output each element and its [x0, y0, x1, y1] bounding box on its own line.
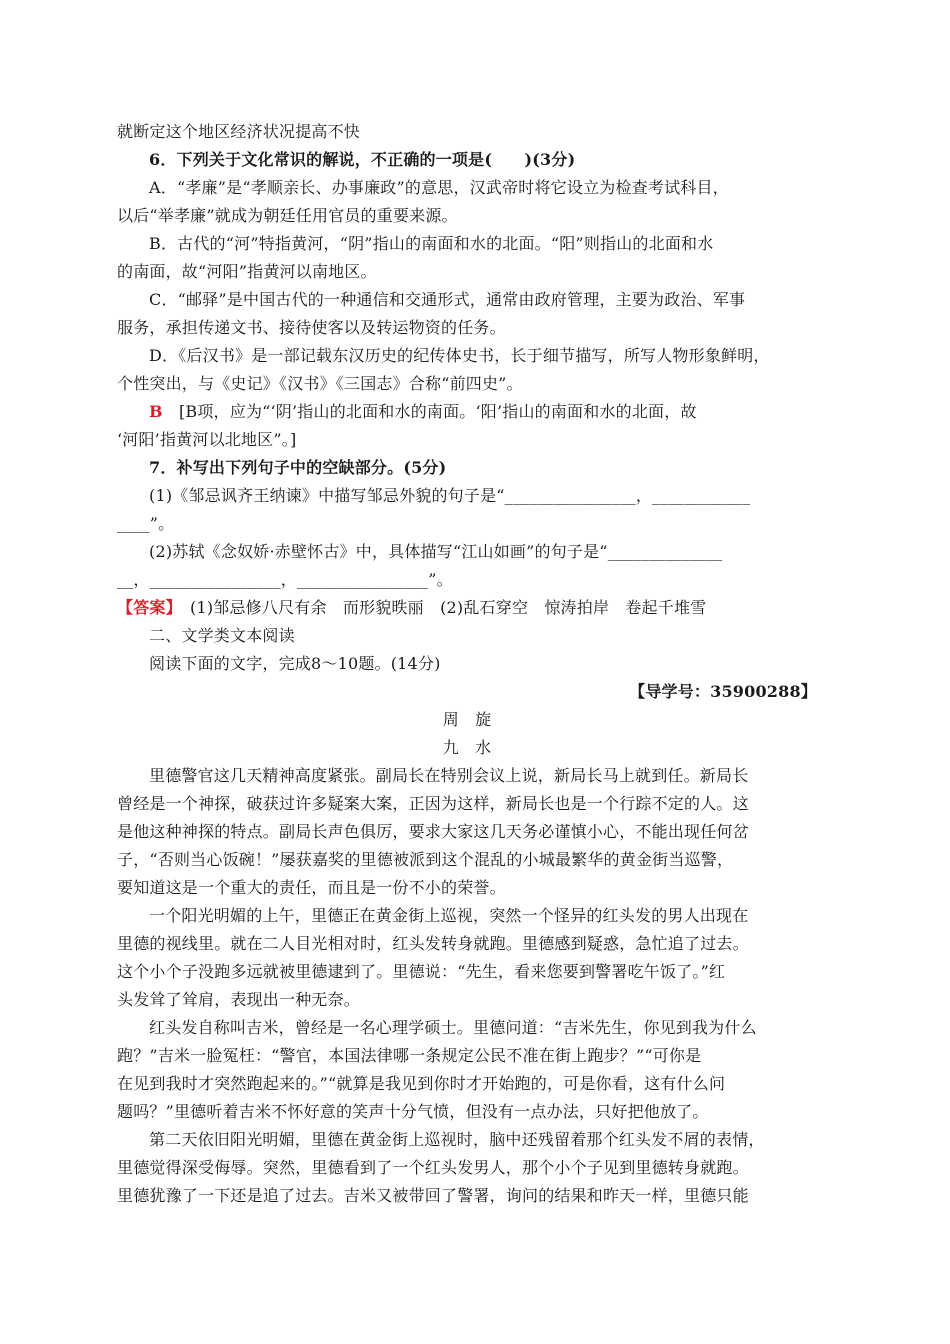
paragraph-line: 要知道这是一个重大的责任，而且是一份不小的荣誉。 [117, 878, 506, 897]
paragraph-line: 曾经是一个神探，破获过许多疑案大案，正因为这样，新局长也是一个行踪不定的人。这 [117, 794, 749, 813]
paragraph-line: 里德觉得深受侮辱。突然，里德看到了一个红头发男人，那个小个子见到里德转身就跑。 [117, 1158, 749, 1177]
paragraph-line: 子，“否则当心饭碗！”屡获嘉奖的里德被派到这个混乱的小城最繁华的黄金街当巡警， [117, 850, 734, 869]
answer-line [117, 594, 817, 622]
paragraph-line: 一个阳光明媚的上午，里德正在黄金街上巡视，突然一个怪异的红头发的男人出现在 [149, 906, 749, 925]
answer-letter: B [149, 402, 163, 421]
guide-number: 【导学号：35900288】 [629, 682, 817, 701]
section-heading: 二、文学类文本阅读 [149, 626, 295, 645]
text-line: 服务，承担传递文书、接待使客以及转运物资的任务。 [117, 318, 506, 337]
text-line: 的南面，故“河阳”指黄河以南地区。 [117, 262, 377, 281]
question-7 [149, 454, 849, 482]
paragraph-line: 是他这种神探的特点。副局长声色俱厉，要求大家这几天务必谨慎小心，不能出现任何岔 [117, 822, 749, 841]
text-line: ____”。 [117, 514, 175, 533]
question-6-text: 6．下列关于文化常识的解说，不正确的一项是( )(3分) [149, 150, 576, 169]
article-author: 九 水 [442, 738, 492, 757]
paragraph-line: 在见到我时才突然跑起来的。”“就算是我见到你时才开始跑的，可是你看，这有什么问 [117, 1074, 726, 1093]
question-7-1: (1)《邹忌讽齐王纳谏》中描写邹忌外貌的句子是“________________，____________ [149, 486, 751, 505]
paragraph-line: 里德警官这几天精神高度紧张。副局长在特别会议上说，新局长马上就到任。新局长 [149, 766, 749, 785]
article-title: 周 旋 [442, 710, 492, 729]
answer-label: 【答案】 [117, 598, 174, 617]
option-a: A．“孝廉”是“孝顺亲长、办事廉政”的意思，汉武帝时将它设立为检查考试科目， [149, 178, 729, 197]
option-b: B．古代的“河”特指黄河，“阴”指山的南面和水的北面。“阳”则指山的北面和水 [149, 234, 714, 253]
paragraph-line: 里德的视线里。就在二人目光相对时，红头发转身就跑。里德感到疑惑，急忙追了过去。 [117, 934, 749, 953]
question-6 [149, 146, 849, 174]
text-line: ‘河阳’指黄河以北地区”。] [117, 430, 297, 449]
paragraph-line: 这个小个子没跑多远就被里德逮到了。里德说：“先生，看来您要到警署吃午饭了。”红 [117, 962, 726, 981]
paragraph-line: 跑？”吉米一脸冤枉：“警官，本国法律哪一条规定公民不准在街上跑步？”“可你是 [117, 1046, 702, 1065]
question-7-text: 7．补写出下列句子中的空缺部分。(5分) [149, 458, 447, 477]
option-d: D．《后汉书》是一部记载东汉历史的纪传体史书，长于细节描写，所写人物形象鲜明， [149, 346, 770, 365]
paragraph-line: 红头发自称叫吉米，曾经是一名心理学硕士。里德问道：“吉米先生，你见到我为什么 [149, 1018, 757, 1037]
text-line: 以后“举孝廉”就成为朝廷任用官员的重要来源。 [117, 206, 458, 225]
paragraph-line: 头发耸了耸肩，表现出一种无奈。 [117, 990, 361, 1009]
question-7-2: (2)苏轼《念奴娇·赤壁怀古》中，具体描写“江山如画”的句子是“______________ [149, 542, 723, 561]
text-line: 就断定这个地区经济状况提高不快 [117, 122, 361, 141]
paragraph-line: 题吗？”里德听着吉米不怀好意的笑声十分气愤，但没有一点办法，只好把他放了。 [117, 1102, 709, 1121]
text-line: __，________________，________________”。 [117, 570, 453, 589]
option-c: C．“邮驿”是中国古代的一种通信和交通形式，通常由政府管理，主要为政治、军事 [149, 290, 746, 309]
paragraph-line: 里德犹豫了一下还是追了过去。吉米又被带回了警署，询问的结果和昨天一样，里德只能 [117, 1186, 749, 1205]
answer-text: (1)邹忌修八尺有余 而形貌昳丽 (2)乱石穿空 惊涛拍岸 卷起千堆雪 [190, 598, 707, 617]
answer-explanation [149, 398, 849, 426]
text-line: 个性突出，与《史记》《汉书》《三国志》合称“前四史”。 [117, 374, 523, 393]
paragraph-line: 第二天依旧阳光明媚，里德在黄金街上巡视时，脑中还残留着那个红头发不屑的表情， [149, 1130, 765, 1149]
explanation-text: [B项，应为“‘阴’指山的北面和水的南面。‘阳’指山的南面和水的北面，故 [178, 402, 697, 421]
reading-instruction: 阅读下面的文字，完成8～10题。(14分) [149, 654, 441, 673]
